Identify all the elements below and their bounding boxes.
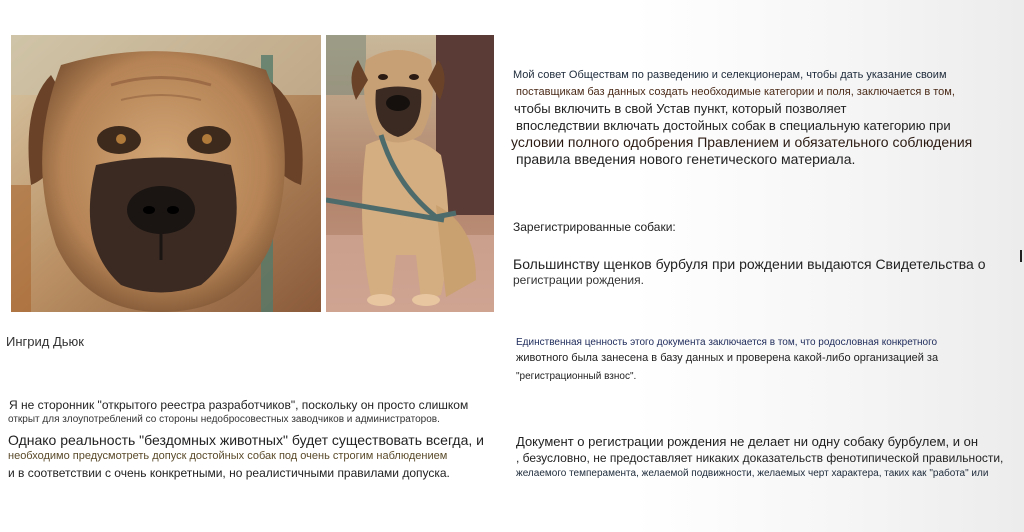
left-paragraph-line: Однако реальность "бездомных животных" будет существовать всегда, и xyxy=(8,432,484,448)
intro-line: правила введения нового генетического материала. xyxy=(516,151,856,167)
value-line: животного была занесена в базу данных и проверена какой-либо организацией за xyxy=(516,352,939,364)
left-paragraph-line: и в соответствии с очень конкретными, но реалистичными правилами допуска. xyxy=(8,466,450,480)
intro-line: условии полного одобрения Правлением и обязательного соблюдения xyxy=(511,134,973,150)
intro-line: впоследствии включать достойных собак в специальную категорию при xyxy=(516,118,951,133)
left-paragraph-line: открыт для злоупотреблений со стороны недобросовестных заводчиков и администраторов. xyxy=(8,414,440,425)
document-line: , безусловно, не предоставляет никаких доказательств фенотипической правильности, xyxy=(516,451,1004,465)
edge-marker xyxy=(1020,250,1022,262)
value-line: Единственная ценность этого документа заключается в том, что родословная конкретного xyxy=(516,337,938,348)
intro-line: поставщикам баз данных создать необходимые категории и поля, заключается в том, xyxy=(516,86,955,98)
intro-line: чтобы включить в свой Устав пункт, который позволяет xyxy=(514,101,847,116)
document-line: желаемого темперамента, желаемой подвижности, желаемых черт характера, таких как "работа" или xyxy=(516,468,989,479)
document-line: Документ о регистрации рождения не делает ни одну собаку бурбулем, и он xyxy=(516,434,979,449)
photo-caption: Ингрид Дьюк xyxy=(6,334,84,349)
value-line: "регистрационный взнос". xyxy=(516,371,637,382)
registered-line: регистрации рождения. xyxy=(513,273,644,287)
registered-line: Большинству щенков бурбуля при рождении выдаются Свидетельства о xyxy=(513,256,986,272)
registered-dogs-heading: Зарегистрированные собаки: xyxy=(513,220,676,234)
left-paragraph-line: необходимо предусмотреть допуск достойных собак под очень строгим наблюдением xyxy=(8,450,448,462)
dog-headshot-photo xyxy=(11,35,321,312)
intro-line: Мой совет Обществам по разведению и селекционерам, чтобы дать указание своим xyxy=(513,69,947,81)
left-paragraph-line: Я не сторонник "открытого реестра разработчиков", поскольку он просто слишком xyxy=(9,398,469,412)
dog-sitting-photo xyxy=(326,35,494,312)
